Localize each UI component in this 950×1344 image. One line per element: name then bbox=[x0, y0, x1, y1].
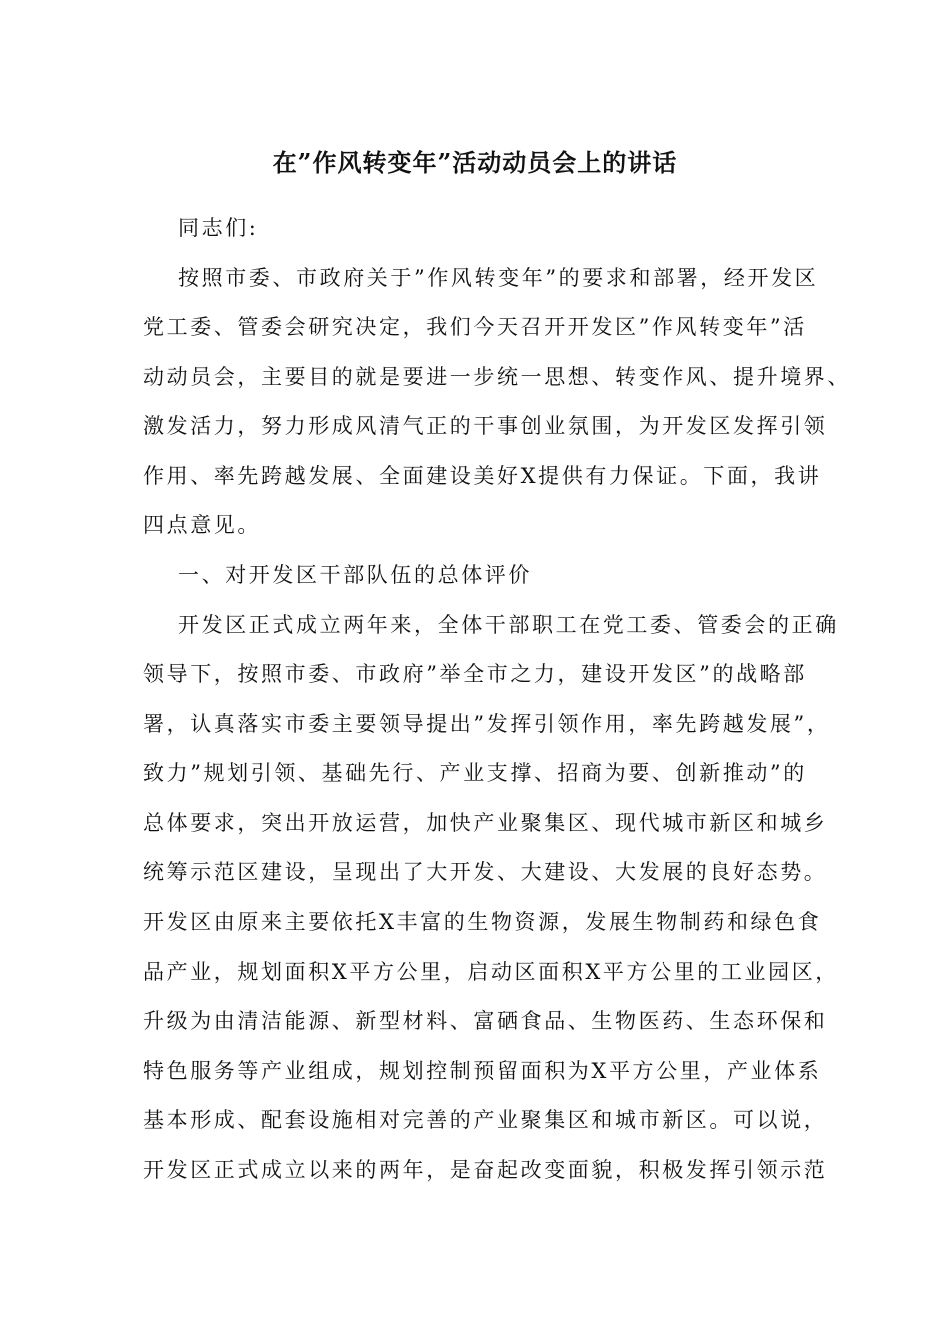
paragraph-line: 总体要求，突出开放运营，加快产业聚集区、现代城市新区和城乡 bbox=[143, 811, 828, 835]
salutation: 同志们: bbox=[178, 216, 259, 240]
paragraph-line: 统筹示范区建设，呈现出了大开发、大建设、大发展的良好态势。 bbox=[143, 860, 828, 884]
paragraph-line: 作用、率先跨越发展、全面建设美好X提供有力保证。下面，我讲 bbox=[143, 464, 822, 488]
paragraph-line: 党工委、管委会研究决定，我们今天召开开发区”作风转变年”活 bbox=[143, 315, 807, 339]
paragraph-line: 开发区由原来主要依托X丰富的生物资源，发展生物制药和绿色食 bbox=[143, 910, 822, 934]
paragraph-line: 动动员会，主要目的就是要进一步统一思想、转变作风、提升境界、 bbox=[143, 365, 851, 389]
section-heading: 一、对开发区干部队伍的总体评价 bbox=[178, 563, 532, 587]
paragraph-line: 四点意见。 bbox=[143, 513, 261, 537]
paragraph-line: 激发活力，努力形成风清气正的干事创业氛围，为开发区发挥引领 bbox=[143, 414, 828, 438]
paragraph-line: 致力”规划引领、基础先行、产业支撑、招商为要、创新推动”的 bbox=[143, 761, 807, 785]
paragraph-line: 品产业，规划面积X平方公里，启动区面积X平方公里的工业园区， bbox=[143, 960, 839, 984]
paragraph-line: 开发区正式成立以来的两年，是奋起改变面貌，积极发挥引领示范 bbox=[143, 1158, 828, 1182]
document-title: 在”作风转变年”活动动员会上的讲话 bbox=[272, 148, 678, 177]
paragraph-line: 领导下，按照市委、市政府”举全市之力，建设开发区”的战略部 bbox=[143, 662, 807, 686]
paragraph-line: 署，认真落实市委主要领导提出”发挥引领作用，率先跨越发展”， bbox=[143, 712, 831, 736]
paragraph-line: 特色服务等产业组成，规划控制预留面积为X平方公里，产业体系 bbox=[143, 1059, 822, 1083]
paragraph-line: 基本形成、配套设施相对完善的产业聚集区和城市新区。可以说， bbox=[143, 1108, 828, 1132]
paragraph-line: 按照市委、市政府关于”作风转变年”的要求和部署，经开发区 bbox=[178, 266, 819, 290]
paragraph-line: 升级为由清洁能源、新型材料、富硒食品、生物医药、生态环保和 bbox=[143, 1009, 828, 1033]
paragraph-line: 开发区正式成立两年来，全体干部职工在党工委、管委会的正确 bbox=[178, 613, 839, 637]
